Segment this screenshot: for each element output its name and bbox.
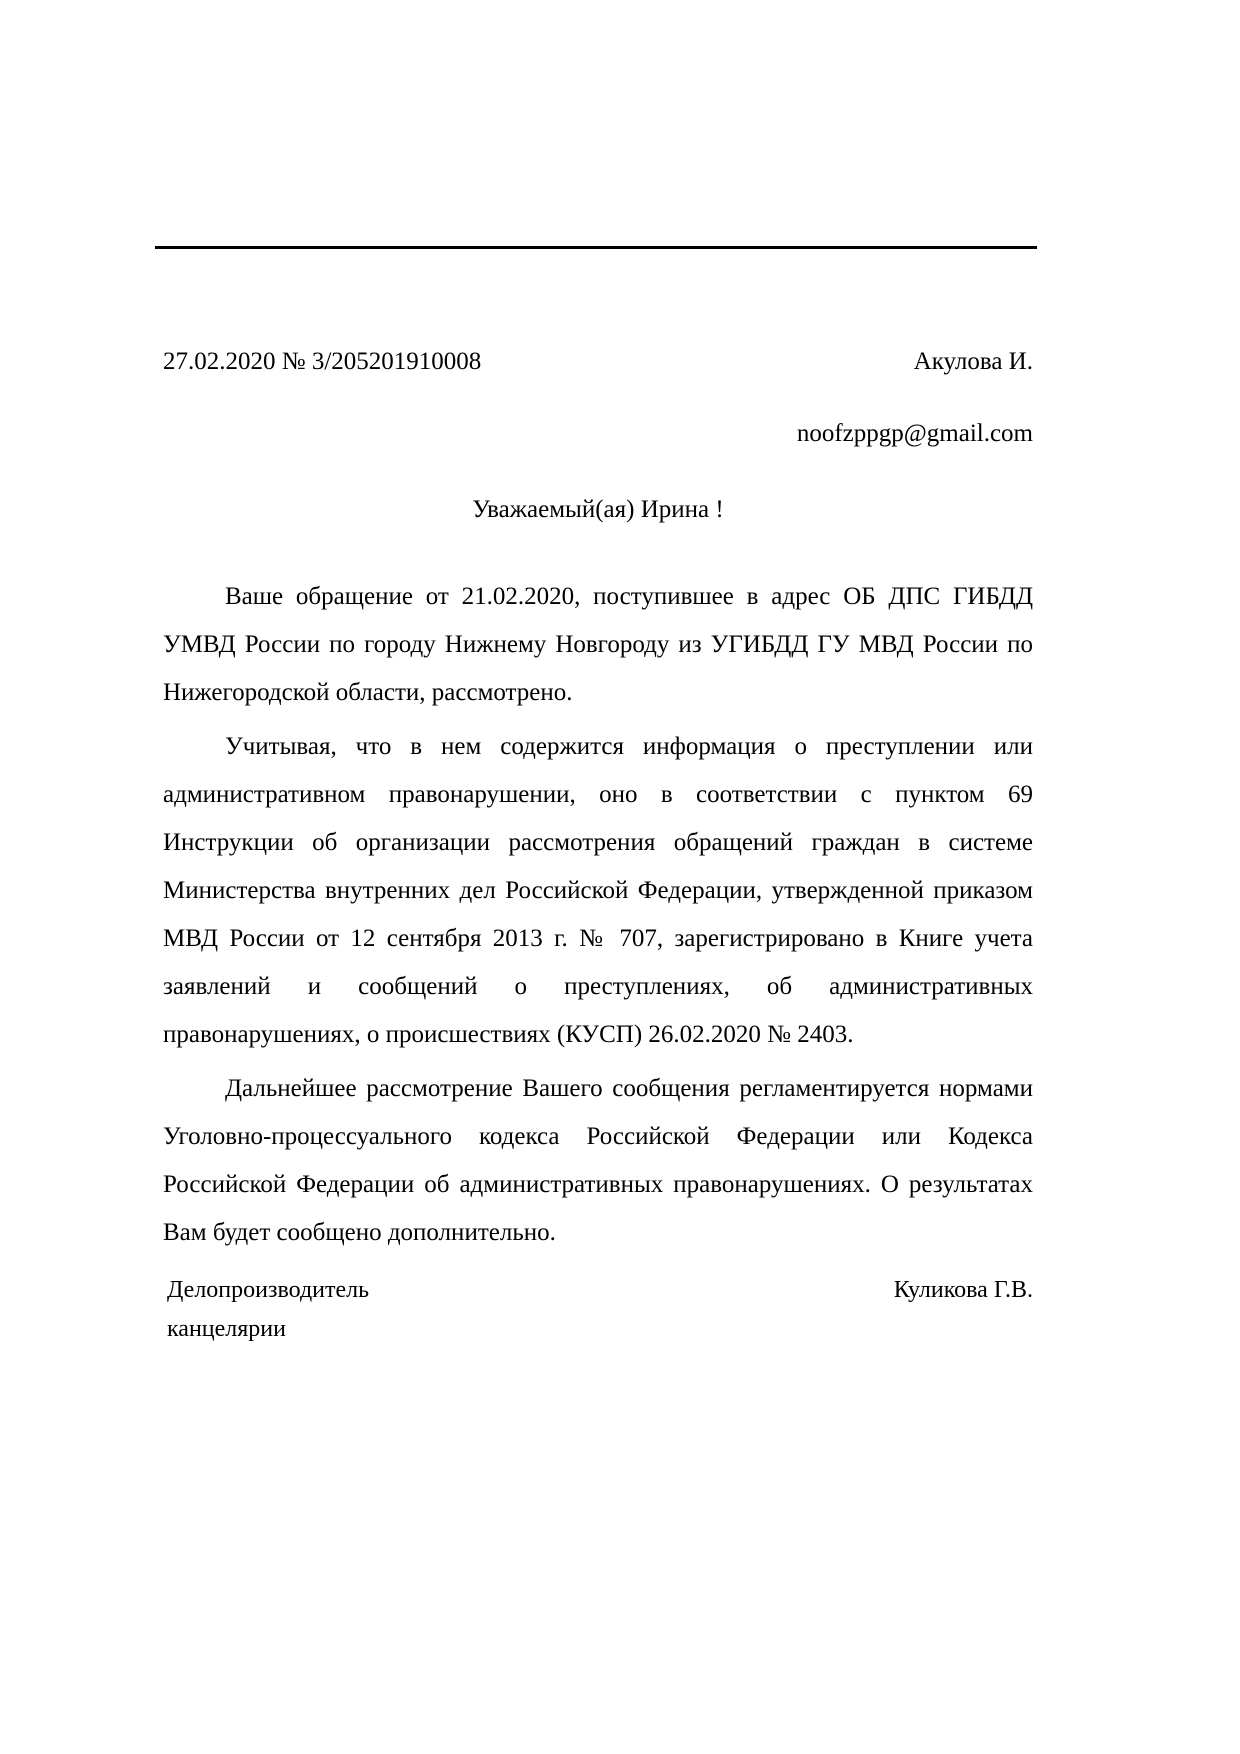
signer-name: Куликова Г.В.: [893, 1277, 1033, 1303]
salutation: Уважаемый(ая) Ирина !: [472, 496, 724, 523]
header-divider: [155, 246, 1037, 249]
reference-number: 27.02.2020 № 3/205201910008: [163, 348, 482, 375]
paragraph-registration: Учитывая, что в нем содержится информация о преступлении или административном правонарушении, оно в соответствии с пунктом 69 Инструкции об организации рассмотрения обращений граждан в системе Министерства внутренних дел Российской Федерации, утвержденной приказом МВД России от 12 сентября 2013 г. № 707, зарегистрировано в Книге учета заявлений и сообщений о преступлениях, об административных правонарушениях, о происшествиях (КУСП) 26.02.2020 № 2403.: [163, 733, 1033, 1048]
signature-block: [163, 1271, 1033, 1349]
signer-position-line1: Делопроизводитель: [167, 1277, 370, 1303]
reference-row: [163, 347, 1033, 377]
paragraph-acknowledgement: Ваше обращение от 21.02.2020, поступившее в адрес ОБ ДПС ГИБДД УМВД России по городу Нижнему Новгороду из УГИБДД ГУ МВД России по Нижегородской области, рассмотрено.: [163, 583, 1033, 706]
recipient-email-row: [163, 419, 1033, 449]
paragraph-further-review: Дальнейшее рассмотрение Вашего сообщения регламентируется нормами Уголовно-процессуального кодекса Российской Федерации или Кодекса Российской Федерации об административных правонарушениях. О результатах Вам будет сообщено дополнительно.: [163, 1075, 1033, 1246]
recipient-name: Акулова И.: [913, 348, 1033, 375]
signer-position-line2: канцелярии: [167, 1315, 286, 1342]
recipient-email: noofzppgp@gmail.com: [796, 420, 1033, 447]
signer-position: [163, 1271, 369, 1349]
